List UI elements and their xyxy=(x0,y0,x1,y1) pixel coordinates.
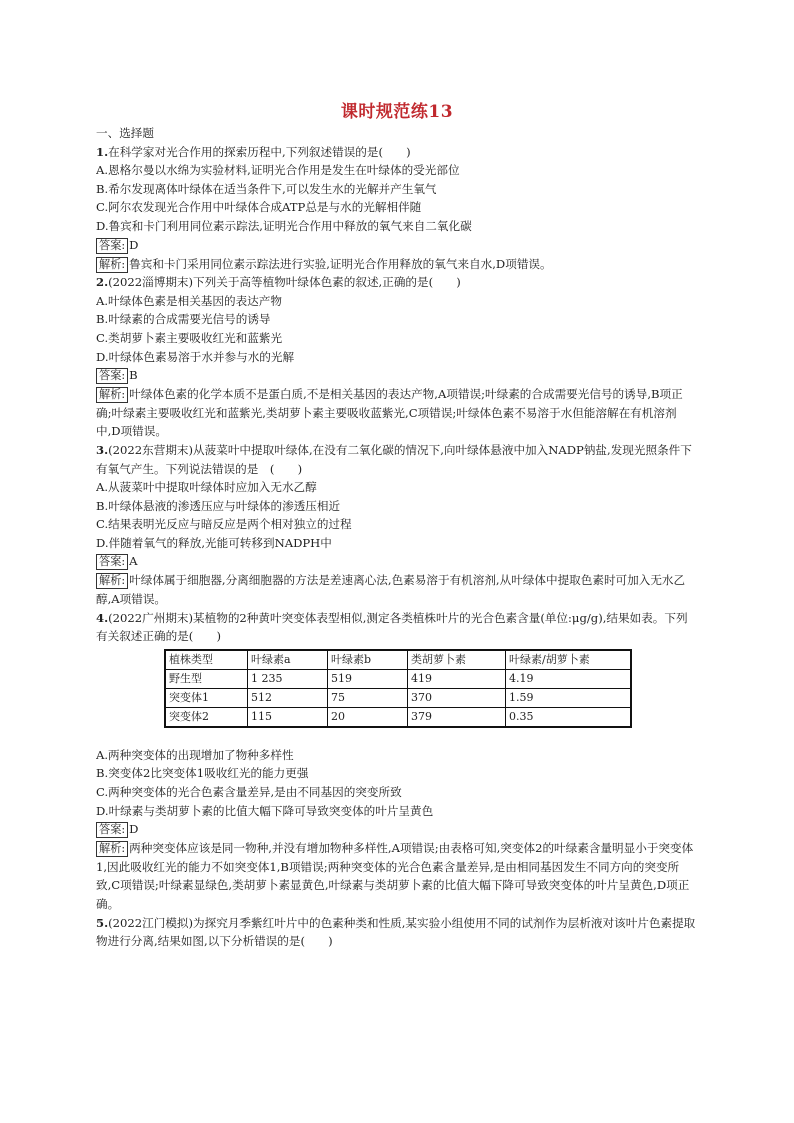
option-a: A.从菠菜叶中提取叶绿体时应加入无水乙醇 xyxy=(96,480,317,495)
analysis-text: 叶绿体属于细胞器,分离细胞器的方法是差速离心法,色素易溶于有机溶剂,从叶绿体中提取色素时可加入无水乙醇,A项错误。 xyxy=(96,573,686,607)
question-3 xyxy=(96,441,696,609)
question-number: 2. xyxy=(96,275,109,290)
option-b: B.突变体2比突变体1吸收红光的能力更强 xyxy=(96,766,309,781)
table-cell: 519 xyxy=(328,669,408,688)
section-heading: 一、选择题 xyxy=(96,126,154,140)
table-header-cell: 植株类型 xyxy=(165,650,248,670)
analysis-text: 两种突变体应该是同一物种,并没有增加物种多样性,A项错误;由表格可知,突变体2的叶绿素含量明显小于突变体1,因此吸收红光的能力不如突变体1,B项错误;两种突变体的光合色素含量差异,是由相同基因发生不同方向的突变所致,C项错误;叶绿素显绿色,类胡萝卜素显黄色,叶绿素与类胡萝卜素的比值大幅下降可导致突变体的叶片呈黄色,D项正确。 xyxy=(96,841,694,911)
pigment-table xyxy=(164,649,632,728)
analysis-label: 解析: xyxy=(96,257,128,273)
option-a: A.叶绿体色素是相关基因的表达产物 xyxy=(96,293,282,308)
question-5 xyxy=(96,914,696,951)
table-cell: 野生型 xyxy=(165,669,248,688)
table-row xyxy=(165,688,631,707)
table-row xyxy=(165,669,631,688)
table-cell: 419 xyxy=(408,669,506,688)
table-cell: 370 xyxy=(408,688,506,707)
question-number: 3. xyxy=(96,442,109,457)
page-title: 课时规范练13 xyxy=(340,102,454,122)
option-d: D.叶绿素与类胡萝卜素的比值大幅下降可导致突变体的叶片呈黄色 xyxy=(96,803,434,818)
question-2 xyxy=(96,273,696,441)
option-b: B.叶绿素的合成需要光信号的诱导 xyxy=(96,312,271,327)
table-cell: 突变体1 xyxy=(165,688,248,707)
question-1 xyxy=(96,143,696,274)
analysis-label: 解析: xyxy=(96,387,128,403)
option-c: C.结果表明光反应与暗反应是两个相对独立的过程 xyxy=(96,517,352,532)
answer-value: D xyxy=(129,237,139,252)
answer-value: B xyxy=(129,368,138,383)
question-number: 4. xyxy=(96,610,109,625)
table-cell: 1.59 xyxy=(506,688,632,707)
table-cell: 4.19 xyxy=(506,669,632,688)
option-c: C.阿尔农发现光合作用中叶绿体合成ATP总是与水的光解相伴随 xyxy=(96,200,422,215)
option-d: D.伴随着氧气的释放,光能可转移到NADPH中 xyxy=(96,535,332,550)
question-number: 1. xyxy=(96,144,109,159)
table-cell: 115 xyxy=(248,707,328,727)
table-cell: 20 xyxy=(328,707,408,727)
table-header-row xyxy=(165,650,631,670)
table-header-cell: 叶绿素b xyxy=(328,650,408,670)
answer-label: 答案: xyxy=(96,368,128,384)
answer-value: A xyxy=(129,554,138,569)
option-b: B.希尔发现离体叶绿体在适当条件下,可以发生水的光解并产生氧气 xyxy=(96,181,437,196)
analysis-text: 叶绿体色素的化学本质不是蛋白质,不是相关基因的表达产物,A项错误;叶绿素的合成需要光信号的诱导,B项正确;叶绿素主要吸收红光和蓝紫光,类胡萝卜素主要吸收蓝紫光,C项错误;叶绿体色素不易溶于水但能溶解在有机溶剂中,D项错误。 xyxy=(96,387,683,439)
question-stem: (2022江门模拟)为探究月季紫红叶片中的色素种类和性质,某实验小组使用不同的试剂作为层析液对该叶片色素提取物进行分离,结果如图,以下分析错误的是( ) xyxy=(96,915,696,949)
table-cell: 75 xyxy=(328,688,408,707)
answer-label: 答案: xyxy=(96,822,128,838)
option-d: D.叶绿体色素易溶于水并参与水的光解 xyxy=(96,349,295,364)
table-header-cell: 类胡萝卜素 xyxy=(408,650,506,670)
table-cell: 512 xyxy=(248,688,328,707)
table-cell: 379 xyxy=(408,707,506,727)
option-d: D.鲁宾和卡门利用同位素示踪法,证明光合作用中释放的氧气来自二氧化碳 xyxy=(96,218,472,233)
answer-label: 答案: xyxy=(96,238,128,254)
table-header-cell: 叶绿素/胡萝卜素 xyxy=(506,650,632,670)
answer-label: 答案: xyxy=(96,554,128,570)
analysis-text: 鲁宾和卡门采用同位素示踪法进行实验,证明光合作用释放的氧气来自水,D项错误。 xyxy=(129,256,552,271)
question-stem: 在科学家对光合作用的探索历程中,下列叙述错误的是( ) xyxy=(108,144,411,159)
option-b: B.叶绿体悬液的渗透压应与叶绿体的渗透压相近 xyxy=(96,498,341,513)
question-stem: (2022广州期末)某植物的2种黄叶突变体表型相似,测定各类植株叶片的光合色素含量(单位:μg/g),结果如表。下列有关叙述正确的是( ) xyxy=(96,610,688,644)
question-stem: (2022东营期末)从菠菜叶中提取叶绿体,在没有二氧化碳的情况下,向叶绿体悬液中加入NADP钠盐,发现光照条件下有氧气产生。下列说法错误的是 ( ) xyxy=(96,442,692,476)
table-cell: 1 235 xyxy=(248,669,328,688)
document-body xyxy=(96,124,696,951)
analysis-label: 解析: xyxy=(96,573,128,589)
question-stem: (2022淄博期末)下列关于高等植物叶绿体色素的叙述,正确的是( ) xyxy=(108,275,461,290)
analysis-label: 解析: xyxy=(96,841,128,857)
answer-value: D xyxy=(129,822,139,837)
option-c: C.两种突变体的光合色素含量差异,是由不同基因的突变所致 xyxy=(96,785,402,800)
table-cell: 0.35 xyxy=(506,707,632,727)
question-number: 5. xyxy=(96,915,109,930)
table-row xyxy=(165,707,631,727)
option-a: A.两种突变体的出现增加了物种多样性 xyxy=(96,747,294,762)
option-c: C.类胡萝卜素主要吸收红光和蓝紫光 xyxy=(96,330,283,345)
table-cell: 突变体2 xyxy=(165,707,248,727)
table-header-cell: 叶绿素a xyxy=(248,650,328,670)
question-4 xyxy=(96,609,696,914)
option-a: A.恩格尔曼以水绵为实验材料,证明光合作用是发生在叶绿体的受光部位 xyxy=(96,163,460,178)
